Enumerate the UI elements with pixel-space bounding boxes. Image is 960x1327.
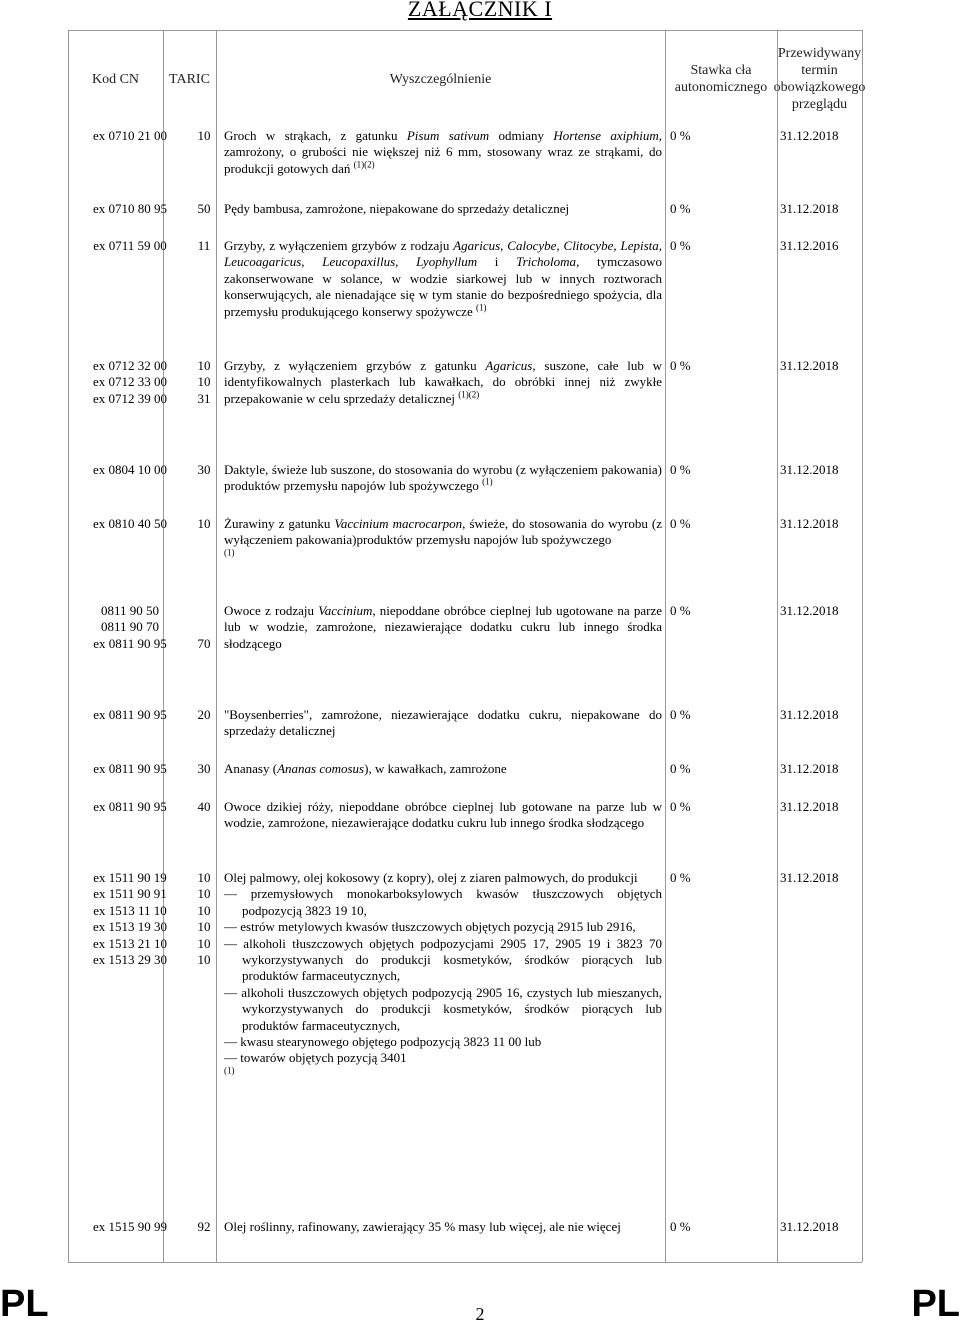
language-code-left: PL xyxy=(0,1283,49,1325)
cell-review-date: 31.12.2018 xyxy=(780,799,839,814)
cell-kod-cn: ex 0811 90 95 xyxy=(93,761,167,776)
cell-taric: 10 10 31 xyxy=(197,358,211,406)
cell-taric: 10 xyxy=(197,516,211,531)
cell-review-date: 31.12.2018 xyxy=(780,1219,839,1234)
cell-review-date: 31.12.2018 xyxy=(780,870,839,885)
cell-taric: 70 xyxy=(197,635,211,651)
cell-description: Grzyby, z wyłączeniem grzybów z gatunku Agaricus, suszone, całe lub w identyfikowalnych plasterkach lub kawałkach, do obróbki innej niż zwykłe przepakowanie w celu sprzedaży detalicznej $^{(1)(2)}$ xyxy=(224,358,662,406)
cell-description: Daktyle, świeże lub suszone, do stosowania do wyrobu (z wyłączeniem pakowania) produktów przemysłu napojów lub spożywczego $^{(1)}$ xyxy=(224,462,662,494)
cell-taric: 10 10 10 10 10 10 xyxy=(197,870,211,968)
cell-review-date: 31.12.2018 xyxy=(780,201,839,216)
cell-kod-cn: ex 0804 10 00 xyxy=(92,462,168,477)
cell-description: Ananasy (Ananas comosus), w kawałkach, zamrożone xyxy=(224,761,507,776)
cell-kod-cn: 0811 90 50 0811 90 70 ex 0811 90 95 xyxy=(93,603,167,651)
cell-description: Olej roślinny, rafinowany, zawierający 35 % masy lub więcej, ale nie więcej xyxy=(224,1219,621,1234)
header-kod-cn: Kod CN xyxy=(91,71,140,87)
cell-review-date: 31.12.2018 xyxy=(780,761,839,776)
cell-rate: 0 % xyxy=(670,707,691,722)
header-description: Wyszczególnienie xyxy=(389,71,492,87)
cell-description: Owoce z rodzaju Vaccinium, niepoddane obróbce cieplnej lub ugotowane na parze lub w wodzie, zamrożone, niezawierające dodatku cukru lub innego środka słodzącego xyxy=(224,603,663,651)
page-title: ZAŁĄCZNIK I xyxy=(407,0,553,21)
cell-description: Owoce dzikiej róży, niepoddane obróbce cieplnej lub gotowane na parze lub w wodzie, zamrożone, niezawierające dodatku cukru lub innego środka słodzącego xyxy=(224,799,662,831)
cell-kod-cn: ex 0811 90 95 xyxy=(93,799,167,814)
cell-rate: 0 % xyxy=(670,761,691,776)
cell-description: Grzyby, z wyłączeniem grzybów z rodzaju Agaricus, Calocybe, Clitocybe, Lepista, Leucoagaricus, Leucopaxillus, Lyophyllum i Tricholoma, tymczasowo zakonserwowane w solance, w wodzie siarkowej lub w innych roztworach konserwujących, ale nienadające się w tym stanie do bezpośredniego spożycia, dla przemysłu produkującego konserwy spożywcze $^{(1)}$ xyxy=(224,238,662,319)
cell-rate: 0 % xyxy=(670,462,691,477)
cell-rate: 0 % xyxy=(670,128,691,143)
cell-rate: 0 % xyxy=(670,516,691,531)
cell-taric: 30 xyxy=(197,462,211,477)
cell-rate: 0 % xyxy=(670,201,691,216)
cell-taric: 30 xyxy=(197,761,211,776)
page-number: 2 xyxy=(475,1304,485,1324)
cell-kod-cn: ex 0710 21 00 xyxy=(92,128,168,143)
cell-kod-cn: ex 0710 80 95 xyxy=(92,201,168,216)
cell-review-date: 31.12.2018 xyxy=(780,707,839,722)
cell-kod-cn: ex 0811 90 95 xyxy=(93,707,167,722)
cell-taric: 92 xyxy=(197,1219,211,1234)
column-line xyxy=(68,30,69,1262)
cell-taric: 20 xyxy=(197,707,211,722)
column-line xyxy=(777,30,778,1262)
cell-kod-cn: ex 1511 90 19 ex 1511 90 91 ex 1513 11 10 ex 1513 19 30 ex 1513 21 10 ex 1513 29 30 xyxy=(92,870,168,968)
cell-review-date: 31.12.2018 xyxy=(780,358,839,373)
header-rate: Stawka cła autonomicznego xyxy=(674,63,768,95)
cell-review-date: 31.12.2016 xyxy=(780,238,839,253)
column-line xyxy=(862,30,863,1262)
cell-review-date: 31.12.2018 xyxy=(780,462,839,477)
cell-taric: 11 xyxy=(197,238,211,253)
cell-review-date: 31.12.2018 xyxy=(780,603,839,618)
cell-description: Olej palmowy, olej kokosowy (z kopry), olej z ziaren palmowych, do produkcji — przemysłowych monokarboksylowych kwasów tłuszczowych objętych podpozycją 3823 19 10, — estrów metylowych kwasów tłuszczowych objętych pozycją 2915 lub 2916, — alkoholi tłuszczowych objętych podpozycjami 2905 17, 2905 19 i 3823 70 wykorzystywanych do produkcji kosmetyków, środków piorących lub produktów farmaceutycznych, — alkoholi tłuszczowych objętych podpozycją 2905 16, czystych lub mieszanych, wykorzystywanych do produkcji kosmetyków, środków piorących lub produktów farmaceutycznych, — kwasu stearynowego objętego podpozycją 3823 11 00 lub — towarów objętych pozycją 3401 $^{(1)}$ xyxy=(224,870,662,1076)
cell-taric: 50 xyxy=(197,201,211,216)
cell-rate: 0 % xyxy=(670,238,691,253)
cell-description: Groch w strąkach, z gatunku Pisum sativum odmiany Hortense axiphium, zamrożony, o grubości nie większej niż 6 mm, stosowany wraz ze strąkami, do produkcji gotowych dań $^{(1)(2)}$ xyxy=(224,128,662,176)
cell-rate: 0 % xyxy=(670,603,691,618)
cell-kod-cn: ex 1515 90 99 xyxy=(92,1219,168,1234)
cell-rate: 0 % xyxy=(670,358,691,373)
cell-kod-cn: ex 0711 59 00 xyxy=(93,238,167,253)
cell-rate: 0 % xyxy=(670,799,691,814)
header-review-date: Przewidywany termin obowiązkowego przeglądu xyxy=(773,46,866,112)
language-code-right: PL xyxy=(911,1283,960,1325)
cell-rate: 0 % xyxy=(670,1219,691,1234)
cell-kod-cn: ex 0810 40 50 xyxy=(92,516,168,531)
cell-rate: 0 % xyxy=(670,870,691,885)
cell-taric: 40 xyxy=(197,799,211,814)
table-bottom-border xyxy=(68,1262,862,1263)
cell-review-date: 31.12.2018 xyxy=(780,516,839,531)
cell-description: Pędy bambusa, zamrożone, niepakowane do sprzedaży detalicznej xyxy=(224,201,570,216)
column-line xyxy=(665,30,666,1262)
cell-description: Żurawiny z gatunku Vaccinium macrocarpon, świeże, do stosowania do wyrobu (z wyłączeniem pakowania)produktów przemysłu napojów lub spożywczego $^{(1)}$ xyxy=(224,516,662,558)
cell-kod-cn: ex 0712 32 00 ex 0712 33 00 ex 0712 39 00 xyxy=(92,358,168,406)
cell-taric: 10 xyxy=(197,128,211,143)
cell-description: "Boysenberries", zamrożone, niezawierające dodatku cukru, niepakowane do sprzedaży detalicznej xyxy=(224,707,662,739)
header-taric: TARIC xyxy=(169,71,210,87)
cell-review-date: 31.12.2018 xyxy=(780,128,839,143)
